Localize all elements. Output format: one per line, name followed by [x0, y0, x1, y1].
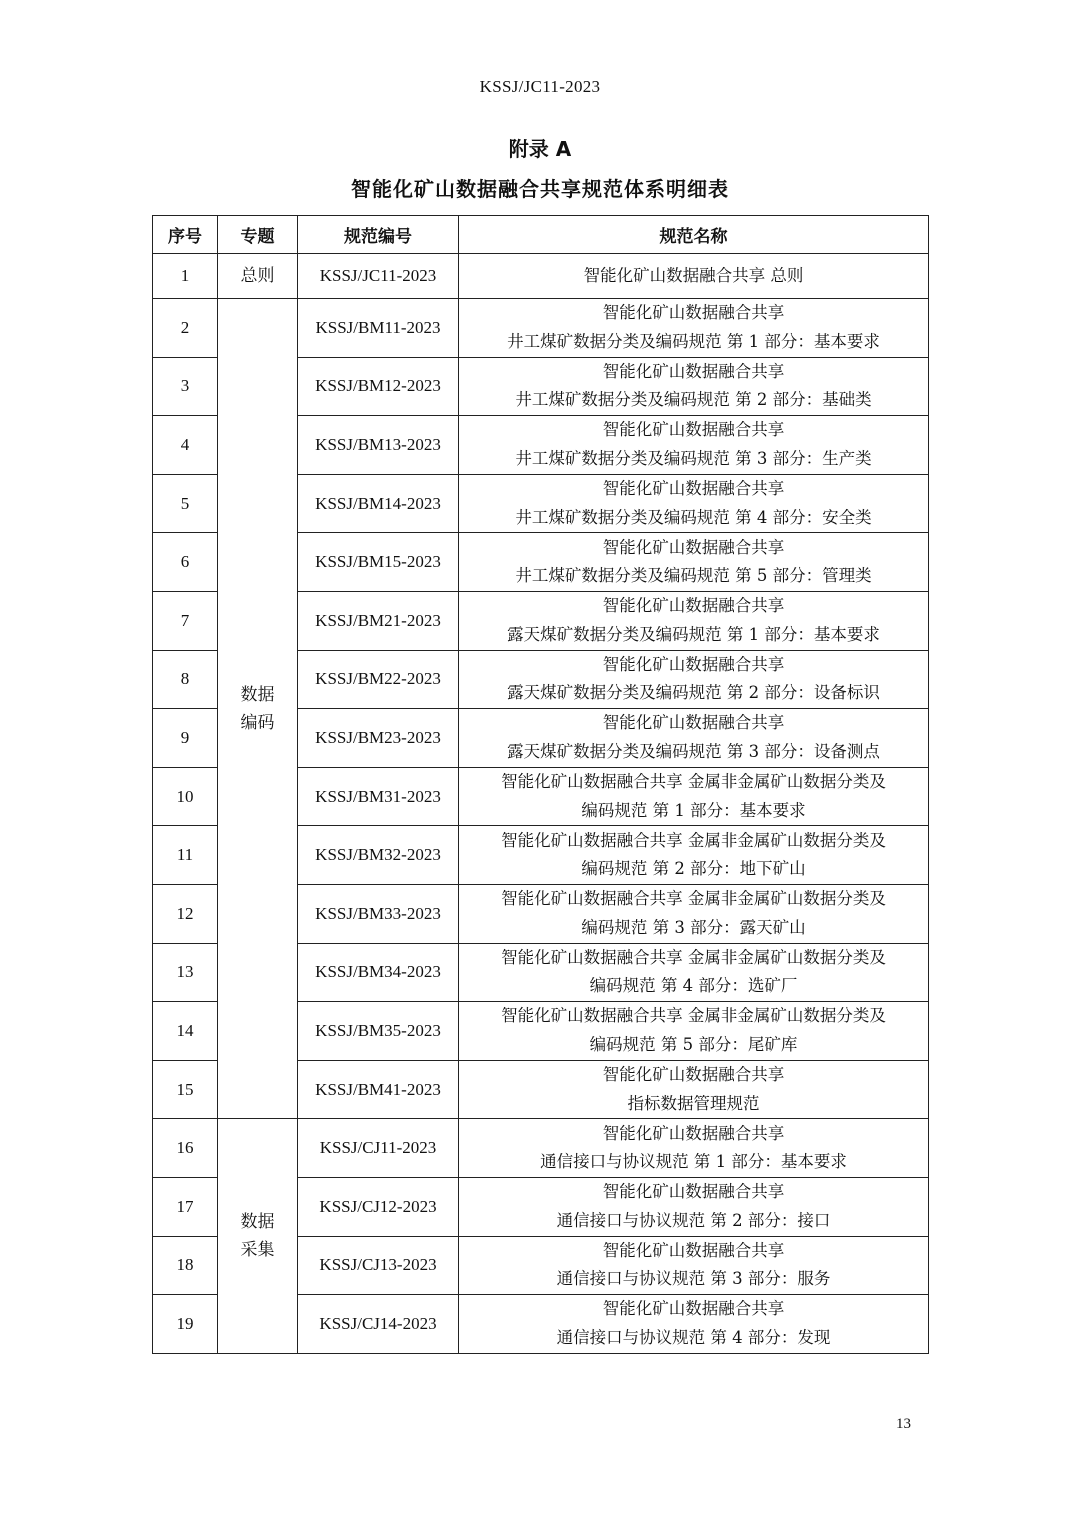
spec-code: KSSJ/BM14-2023 — [298, 474, 459, 533]
spec-name-line2: 露天煤矿数据分类及编码规范 第 2 部分：设备标识 — [507, 683, 880, 703]
spec-name-line1: 智能化矿山数据融合共享 — [602, 1065, 785, 1085]
spec-code: KSSJ/BM41-2023 — [298, 1060, 459, 1119]
spec-name — [459, 709, 929, 768]
spec-name-line2: 通信接口与协议规范 第 3 部分：服务 — [556, 1269, 831, 1289]
row-num: 11 — [153, 826, 218, 885]
spec-name-line1: 智能化矿山数据融合共享 — [602, 654, 785, 674]
spec-name — [459, 1295, 929, 1354]
spec-name-line1: 智能化矿山数据融合共享 — [602, 361, 785, 381]
spec-name — [459, 474, 929, 533]
spec-name-line1: 智能化矿山数据融合共享 — [602, 537, 785, 557]
spec-name — [459, 299, 929, 358]
row-num: 1 — [153, 254, 218, 299]
spec-name-line2: 通信接口与协议规范 第 2 部分：接口 — [556, 1210, 831, 1230]
spec-name-line2: 通信接口与协议规范 第 4 部分：发现 — [556, 1327, 831, 1347]
spec-name — [459, 533, 929, 592]
col-header-name: 规范名称 — [459, 216, 929, 254]
table-row — [153, 254, 929, 299]
spec-name-line1: 智能化矿山数据融合共享 — [602, 1240, 785, 1260]
spec-name — [459, 650, 929, 709]
spec-name-line2: 井工煤矿数据分类及编码规范 第 3 部分：生产类 — [515, 448, 872, 468]
spec-code: KSSJ/CJ11-2023 — [298, 1119, 459, 1178]
spec-name-line1: 智能化矿山数据融合共享 — [602, 1123, 785, 1143]
spec-name-line2: 编码规范 第 3 部分：露天矿山 — [581, 917, 806, 937]
spec-name-line1: 智能化矿山数据融合共享 — [602, 1299, 785, 1319]
table-row — [153, 1119, 929, 1178]
spec-name-line2: 井工煤矿数据分类及编码规范 第 1 部分：基本要求 — [507, 331, 880, 351]
row-num: 6 — [153, 533, 218, 592]
spec-name-line1: 智能化矿山数据融合共享 金属非金属矿山数据分类及 — [501, 947, 886, 967]
spec-name — [459, 1236, 929, 1295]
spec-name — [459, 416, 929, 475]
spec-name — [459, 591, 929, 650]
spec-code: KSSJ/CJ14-2023 — [298, 1295, 459, 1354]
spec-name-line1: 智能化矿山数据融合共享 — [602, 713, 785, 733]
document-code-header: KSSJ/JC11-2023 — [479, 77, 601, 96]
spec-name-line2: 通信接口与协议规范 第 1 部分：基本要求 — [540, 1152, 847, 1172]
row-num: 14 — [153, 1002, 218, 1061]
spec-name-line2: 井工煤矿数据分类及编码规范 第 4 部分：安全类 — [515, 507, 872, 527]
col-header-code: 规范编号 — [298, 216, 459, 254]
spec-name-line1: 智能化矿山数据融合共享 总则 — [583, 265, 804, 285]
spec-name — [459, 357, 929, 416]
topic-encoding-line1: 数据 — [240, 684, 275, 705]
spec-name — [459, 826, 929, 885]
row-num: 10 — [153, 767, 218, 826]
spec-name — [459, 254, 929, 299]
row-num: 7 — [153, 591, 218, 650]
appendix-label: 附录 A — [508, 137, 572, 161]
table-title: 智能化矿山数据融合共享规范体系明细表 — [351, 177, 729, 201]
topic-cell-collection — [218, 1119, 298, 1353]
spec-name — [459, 943, 929, 1002]
col-header-num: 序号 — [153, 216, 218, 254]
spec-name — [459, 1002, 929, 1061]
spec-code: KSSJ/BM15-2023 — [298, 533, 459, 592]
row-num: 8 — [153, 650, 218, 709]
spec-name-line1: 智能化矿山数据融合共享 — [602, 420, 785, 440]
topic-collection-line2: 采集 — [240, 1240, 275, 1260]
row-num: 12 — [153, 884, 218, 943]
spec-name-line1: 智能化矿山数据融合共享 — [602, 1182, 785, 1202]
spec-name-line2: 编码规范 第 5 部分：尾矿库 — [589, 1034, 798, 1054]
row-num: 13 — [153, 943, 218, 1002]
spec-name-line2: 指标数据管理规范 — [627, 1093, 760, 1113]
spec-name-line2: 井工煤矿数据分类及编码规范 第 2 部分：基础类 — [515, 390, 872, 410]
spec-code: KSSJ/BM23-2023 — [298, 709, 459, 768]
topic-encoding-line2: 编码 — [240, 712, 275, 733]
spec-table — [152, 215, 929, 1354]
spec-name-line1: 智能化矿山数据融合共享 金属非金属矿山数据分类及 — [501, 1006, 886, 1026]
spec-name-line2: 编码规范 第 4 部分：选矿厂 — [589, 976, 798, 996]
spec-name-line1: 智能化矿山数据融合共享 金属非金属矿山数据分类及 — [501, 889, 886, 909]
spec-code: KSSJ/BM34-2023 — [298, 943, 459, 1002]
row-num: 3 — [153, 357, 218, 416]
spec-code: KSSJ/BM11-2023 — [298, 299, 459, 358]
row-num: 2 — [153, 299, 218, 358]
spec-code: KSSJ/JC11-2023 — [298, 254, 459, 299]
spec-name-line2: 编码规范 第 1 部分：基本要求 — [581, 800, 806, 820]
table-row — [153, 299, 929, 358]
spec-code: KSSJ/BM13-2023 — [298, 416, 459, 475]
spec-name-line1: 智能化矿山数据融合共享 金属非金属矿山数据分类及 — [501, 830, 886, 850]
col-header-topic: 专题 — [218, 216, 298, 254]
spec-name-line1: 智能化矿山数据融合共享 金属非金属矿山数据分类及 — [501, 772, 886, 792]
table-header-row — [153, 216, 929, 254]
spec-name — [459, 767, 929, 826]
spec-code: KSSJ/CJ12-2023 — [298, 1177, 459, 1236]
spec-name-line2: 露天煤矿数据分类及编码规范 第 1 部分：基本要求 — [507, 624, 880, 644]
spec-name-line2: 露天煤矿数据分类及编码规范 第 3 部分：设备测点 — [507, 741, 880, 761]
spec-name — [459, 1119, 929, 1178]
row-num: 5 — [153, 474, 218, 533]
spec-name — [459, 1177, 929, 1236]
spec-code: KSSJ/BM33-2023 — [298, 884, 459, 943]
spec-name-line1: 智能化矿山数据融合共享 — [602, 303, 785, 323]
spec-name — [459, 884, 929, 943]
spec-code: KSSJ/BM31-2023 — [298, 767, 459, 826]
spec-name-line2: 井工煤矿数据分类及编码规范 第 5 部分：管理类 — [515, 566, 872, 586]
row-num: 4 — [153, 416, 218, 475]
row-num: 18 — [153, 1236, 218, 1295]
row-num: 16 — [153, 1119, 218, 1178]
spec-code: KSSJ/BM32-2023 — [298, 826, 459, 885]
spec-name-line1: 智能化矿山数据融合共享 — [602, 596, 785, 616]
row-num: 15 — [153, 1060, 218, 1119]
page-number: 13 — [896, 1416, 911, 1432]
spec-code: KSSJ/BM12-2023 — [298, 357, 459, 416]
spec-code: KSSJ/CJ13-2023 — [298, 1236, 459, 1295]
topic-cell-general: 总则 — [218, 254, 298, 299]
row-num: 17 — [153, 1177, 218, 1236]
spec-name-line2: 编码规范 第 2 部分：地下矿山 — [581, 859, 806, 879]
spec-code: KSSJ/BM21-2023 — [298, 591, 459, 650]
topic-cell-encoding — [218, 299, 298, 1119]
row-num: 19 — [153, 1295, 218, 1354]
topic-collection-line1: 数据 — [240, 1212, 275, 1232]
spec-code: KSSJ/BM22-2023 — [298, 650, 459, 709]
spec-name — [459, 1060, 929, 1119]
spec-code: KSSJ/BM35-2023 — [298, 1002, 459, 1061]
spec-name-line1: 智能化矿山数据融合共享 — [602, 479, 785, 499]
row-num: 9 — [153, 709, 218, 768]
